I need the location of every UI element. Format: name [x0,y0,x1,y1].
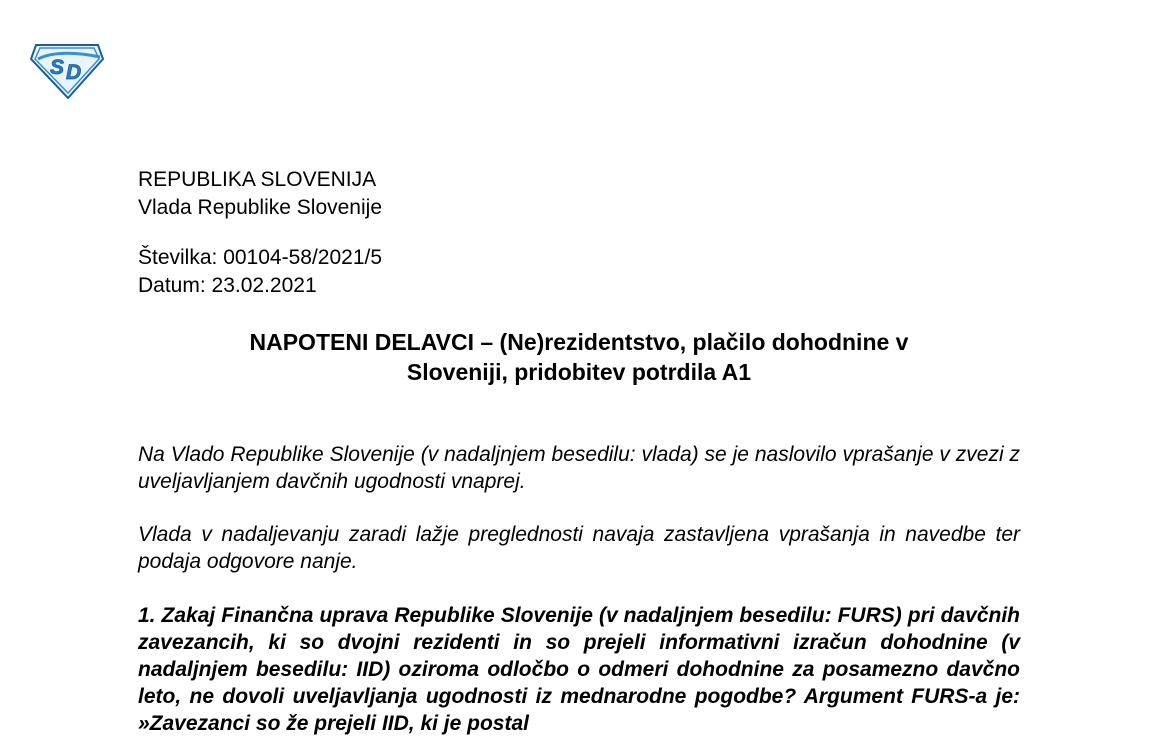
question-1: 1. Zakaj Finančna uprava Republike Slovenije (v nadaljnjem besedilu: FURS) pri davčnih zavezancih, ki so dvojni rezidenti in so prejeli informativni izračun dohodnine (v nadaljnjem besedilu: IID) oziroma odločbo o odmeri dohodnine za posamezno davčno leto, ne dovoli uveljavljanja ugodnosti iz mednarodne pogodbe? Argument FURS-a je: »Zavezanci so že prejeli IID, ki je postal [138,604,1020,735]
title-line-1: NAPOTENI DELAVCI – (Ne)rezidentstvo, plačilo dohodnine v [249,329,909,355]
paragraph-structure: Vlada v nadaljevanju zaradi lažje preglednosti navaja zastavljena vprašanja in navedbe ter podaja odgovore nanje. [138,523,1020,573]
header-government: Vlada Republike Slovenije [138,196,382,219]
title-line-2: Sloveniji, pridobitev potrdila A1 [406,359,752,385]
header-country: REPUBLIKA SLOVENIJA [138,168,377,191]
svg-text:S: S [50,56,65,79]
sd-logo [30,41,104,99]
document-meta [138,244,382,300]
document-date: Datum: 23.02.2021 [138,274,317,297]
document-number: Številka: 00104-58/2021/5 [138,246,383,269]
issuer-header [138,166,382,222]
svg-text:D: D [66,61,82,84]
diamond-shield-icon [30,41,104,99]
paragraph-intro: Na Vlado Republike Slovenije (v nadaljnjem besedilu: vlada) se je naslovilo vprašanje v zvezi z uveljavljanjem davčnih ugodnosti vnaprej. [138,443,1020,493]
document-title [138,327,1020,387]
